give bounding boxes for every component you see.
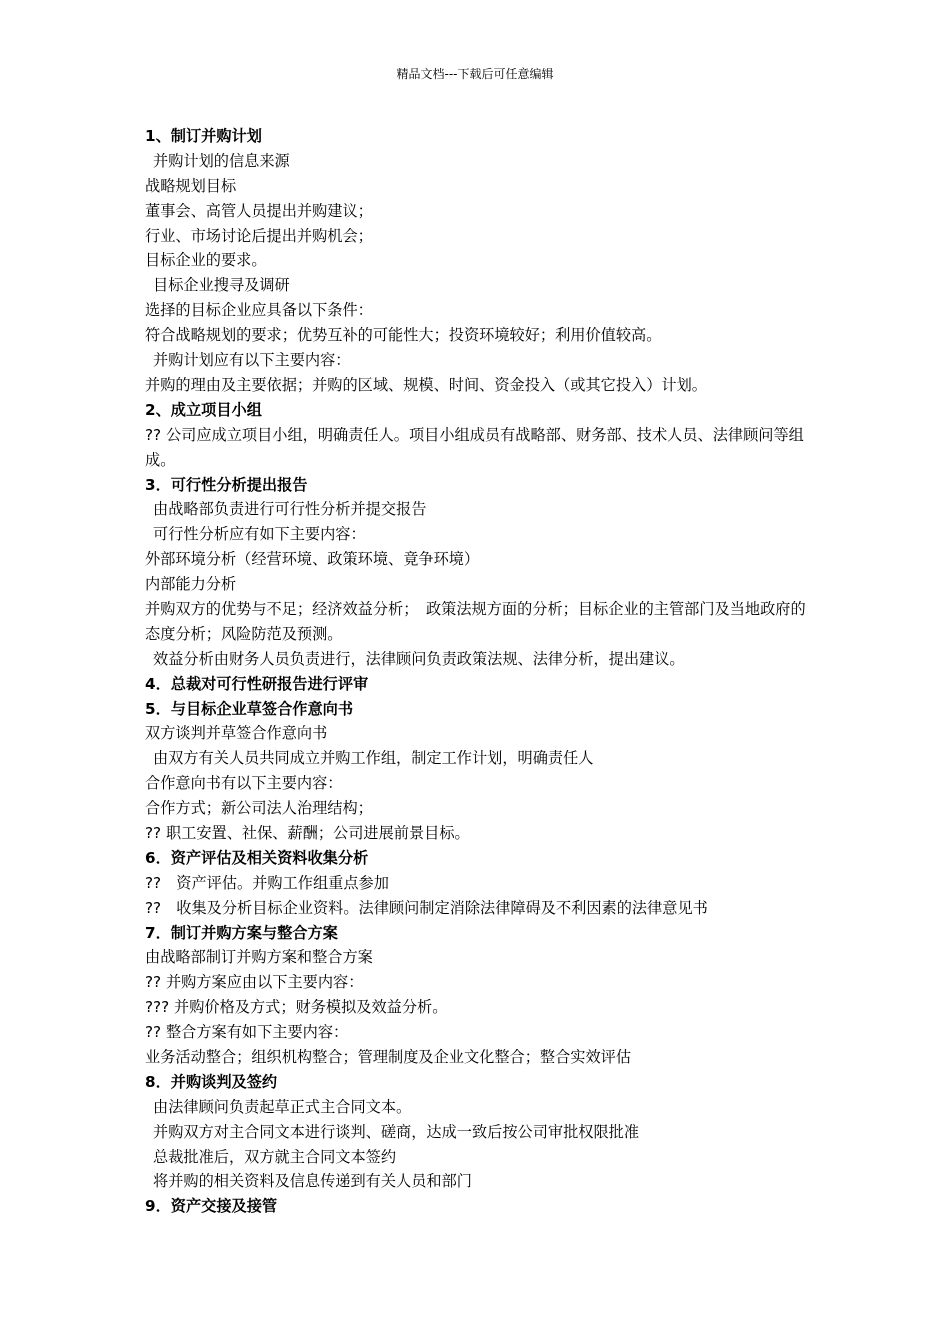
section-heading: 1、制订并购计划	[145, 127, 262, 145]
body-line: 外部环境分析（经营环境、政策环境、竟争环境）	[145, 550, 480, 569]
body-line: 并购计划应有以下主要内容：	[153, 351, 351, 370]
body-line: 由战略部制订并购方案和整合方案	[145, 948, 373, 967]
body-line: 总裁批准后，双方就主合同文本签约	[153, 1147, 396, 1166]
body-line: 业务活动整合；组织机构整合；管理制度及企业文化整合；整合实效评估	[145, 1048, 631, 1067]
section-heading: 9．资产交接及接管	[145, 1197, 278, 1216]
page-header: 精品文档---下载后可任意编辑	[396, 67, 554, 81]
body-line: 由战略部负责进行可行性分析并提交报告	[153, 500, 427, 519]
body-line: ?? 收集及分析目标企业资料。法律顾问制定消除法律障碍及不利因素的法律意见书	[145, 898, 708, 917]
section-heading: 8．并购谈判及签约	[145, 1072, 278, 1091]
body-line: ??? 并购价格及方式；财务模拟及效益分析。	[145, 998, 448, 1017]
body-line: ?? 并购方案应由以下主要内容：	[145, 973, 364, 992]
body-line: 将并购的相关资料及信息传递到有关人员和部门	[153, 1172, 472, 1191]
section-heading: 2、成立项目小组	[145, 400, 262, 419]
body-line: 并购双方的优势与不足；经济效益分析； 政策法规方面的分析；目标企业的主管部门及当地政府的态度分析；风险防范及预测。	[145, 599, 806, 643]
body-line: 战略规划目标	[145, 176, 237, 195]
body-line: 由双方有关人员共同成立并购工作组，制定工作计划，明确责任人	[153, 749, 594, 768]
body-line: 可行性分析应有如下主要内容：	[153, 525, 366, 544]
document-body	[145, 124, 810, 1219]
body-line: 行业、市场讨论后提出并购机会；	[145, 226, 373, 245]
body-line: 由法律顾问负责起草正式主合同文本。	[153, 1097, 412, 1116]
body-line: 效益分析由财务人员负责进行，法律顾问负责政策法规、法律分析，提出建议。	[153, 649, 685, 668]
body-line: ?? 资产评估。并购工作组重点参加	[145, 873, 389, 892]
section-heading: 5．与目标企业草签合作意向书	[145, 699, 354, 718]
body-line: 目标企业搜寻及调研	[153, 276, 290, 295]
body-line: 并购双方对主合同文本进行谈判、磋商，达成一致后按公司审批权限批准	[153, 1122, 639, 1141]
section-heading: 7．制订并购方案与整合方案	[145, 923, 338, 942]
body-line: 并购的理由及主要依据；并购的区域、规模、时间、资金投入（或其它投入）计划。	[145, 375, 707, 394]
body-line: 目标企业的要求。	[145, 251, 267, 270]
body-line: ?? 整合方案有如下主要内容：	[145, 1023, 349, 1042]
body-line: 并购计划的信息来源	[153, 151, 290, 170]
body-line: 双方谈判并草签合作意向书	[145, 724, 328, 743]
body-line: ?? 职工安置、社保、薪酬；公司进展前景目标。	[145, 824, 470, 842]
section-heading: 3．可行性分析提出报告	[145, 475, 308, 494]
body-line: 董事会、高管人员提出并购建议；	[145, 201, 373, 220]
body-line: 符合战略规划的要求；优势互补的可能性大；投资环境较好；利用价值较高。	[145, 326, 662, 345]
body-line: 内部能力分析	[145, 575, 237, 594]
body-line: ?? 公司应成立项目小组，明确责任人。项目小组成员有战略部、财务部、技术人员、法律顾问等组成。	[145, 425, 804, 469]
section-heading: 4．总裁对可行性研报告进行评审	[145, 674, 369, 693]
section-heading: 6．资产评估及相关资料收集分析	[145, 848, 369, 867]
body-line: 合作意向书有以下主要内容：	[145, 774, 343, 793]
body-line: 合作方式；新公司法人治理结构；	[145, 799, 373, 818]
body-line: 选择的目标企业应具备以下条件：	[145, 301, 373, 320]
